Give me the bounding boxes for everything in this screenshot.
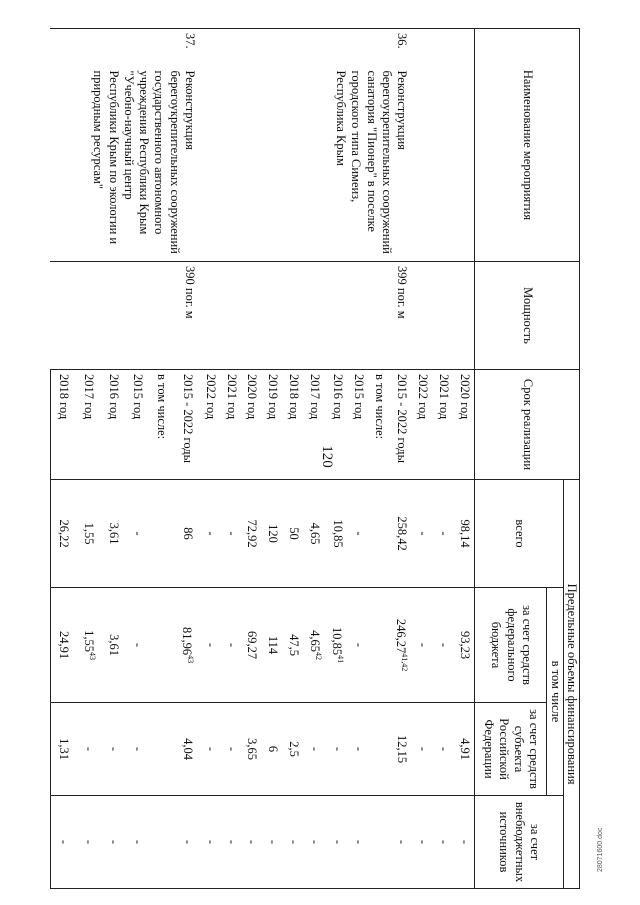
row-number: 36. — [200, 29, 412, 67]
extra-cell — [221, 796, 242, 889]
federal-cell — [390, 588, 412, 703]
regional-cell — [150, 703, 174, 796]
regional-cell-text: 3,65 — [245, 738, 260, 760]
federal-cell — [174, 588, 200, 703]
regional-cell-text: 1,31 — [56, 738, 71, 760]
regional-cell-text: - — [330, 746, 345, 752]
regional-cell — [348, 703, 369, 796]
period-cell-text: 2018 год — [286, 374, 301, 420]
table-row — [454, 29, 475, 889]
period-cell-text: 2019 год — [266, 374, 281, 420]
total-cell-text: 4,65 — [308, 522, 323, 545]
federal-cell-text: - — [416, 642, 431, 648]
funding-table — [50, 28, 580, 889]
total-cell — [150, 480, 174, 588]
total-cell — [102, 480, 126, 588]
regional-cell — [454, 703, 475, 796]
period-cell — [412, 370, 433, 480]
header-capacity: Мощность — [475, 262, 580, 370]
period-cell-text: 2020 год — [245, 374, 260, 420]
period-cell-text: 2022 год — [203, 374, 218, 420]
total-cell-text: 50 — [286, 527, 301, 540]
federal-cell-text: 246,27 — [393, 618, 408, 654]
total-cell-text: - — [416, 531, 431, 536]
regional-cell — [262, 703, 283, 796]
period-cell-text: 2018 год — [56, 374, 71, 420]
extra-cell — [102, 796, 126, 889]
extra-cell — [126, 796, 150, 889]
regional-cell — [412, 703, 433, 796]
period-cell-text: 2015 год — [352, 374, 367, 420]
total-cell-text: 1,55 — [82, 522, 97, 545]
regional-cell — [326, 703, 348, 796]
header-federal: за счет средств федерального бюджета — [475, 588, 547, 703]
footnote-mark: 43 — [186, 655, 196, 664]
total-cell — [174, 480, 200, 588]
period-cell — [221, 370, 242, 480]
extra-cell-text: - — [416, 839, 431, 845]
table-body — [51, 29, 476, 889]
regional-cell — [102, 703, 126, 796]
federal-cell-text: 4,65 — [307, 630, 322, 652]
period-cell — [283, 370, 304, 480]
total-cell — [200, 480, 221, 588]
extra-cell — [412, 796, 433, 889]
period-cell-text: 2015 - 2022 годы — [180, 374, 195, 464]
extra-cell-text: - — [82, 839, 97, 845]
extra-cell-text: - — [107, 839, 122, 845]
header-incl: в том числе — [547, 588, 563, 796]
regional-cell-text: - — [131, 746, 146, 752]
total-cell-text: - — [352, 531, 367, 536]
period-cell — [348, 370, 369, 480]
federal-cell — [348, 588, 369, 703]
federal-cell-text: - — [203, 642, 218, 648]
footnote-mark: 41,42 — [400, 653, 410, 672]
federal-cell-text: 10,85 — [330, 626, 345, 656]
regional-cell — [283, 703, 304, 796]
period-cell — [390, 370, 412, 480]
total-cell — [241, 480, 262, 588]
regional-cell-text: 6 — [266, 745, 281, 753]
total-cell — [76, 480, 102, 588]
federal-cell — [102, 588, 126, 703]
row-number — [412, 29, 475, 67]
capacity-value: 390 пог. м — [51, 262, 200, 370]
regional-cell-text: - — [107, 746, 122, 752]
period-cell-text: 2015 год — [131, 374, 146, 420]
total-cell — [369, 480, 390, 588]
extra-cell — [433, 796, 454, 889]
extra-cell — [200, 796, 221, 889]
period-cell — [433, 370, 454, 480]
total-cell — [51, 480, 76, 588]
extra-cell-text: - — [436, 839, 451, 845]
total-cell-text: 3,61 — [107, 522, 122, 545]
extra-cell — [390, 796, 412, 889]
regional-cell — [126, 703, 150, 796]
period-cell-text: 2015 - 2022 годы — [394, 374, 409, 464]
extra-cell — [262, 796, 283, 889]
total-cell-text: 86 — [180, 527, 195, 540]
regional-cell — [241, 703, 262, 796]
period-cell — [76, 370, 102, 480]
regional-cell — [433, 703, 454, 796]
extra-cell — [150, 796, 174, 889]
total-cell-text: 98,14 — [457, 519, 472, 548]
measure-name: Реконструкция берегоукрепительных сооружений государственного автономного учреждения Республики Крым "Учебно-научный центр Республики Крым по экологии и природным ресурсам" — [51, 67, 200, 262]
total-cell — [262, 480, 283, 588]
total-cell — [390, 480, 412, 588]
period-cell-text: 2022 год — [416, 374, 431, 420]
extra-cell — [326, 796, 348, 889]
extra-cell-text: - — [131, 839, 146, 845]
extra-cell — [304, 796, 326, 889]
regional-cell — [369, 703, 390, 796]
extra-cell — [174, 796, 200, 889]
period-cell — [454, 370, 475, 480]
total-cell-text: 120 — [266, 524, 281, 543]
capacity-value: 399 пог. м — [200, 262, 412, 370]
extra-cell-text: - — [266, 839, 281, 845]
extra-cell-text: - — [308, 839, 323, 845]
federal-cell — [221, 588, 242, 703]
header-period: Срок реализации — [475, 370, 580, 480]
extra-cell — [348, 796, 369, 889]
page-number: 120 — [318, 445, 335, 468]
federal-cell — [51, 588, 76, 703]
regional-cell-text: - — [436, 746, 451, 752]
extra-cell — [76, 796, 102, 889]
extra-cell-text: - — [457, 839, 472, 845]
regional-cell-text: - — [224, 746, 239, 752]
federal-cell — [262, 588, 283, 703]
federal-cell-text: 24,91 — [56, 630, 71, 660]
period-cell — [241, 370, 262, 480]
extra-cell-text: - — [245, 839, 260, 845]
extra-cell-text: - — [180, 839, 195, 845]
regional-cell-text: - — [352, 746, 367, 752]
total-cell — [126, 480, 150, 588]
federal-cell-text: 3,61 — [107, 634, 122, 656]
federal-cell — [200, 588, 221, 703]
federal-cell — [241, 588, 262, 703]
regional-cell-text: 4,04 — [180, 738, 195, 760]
extra-cell — [241, 796, 262, 889]
regional-cell-text: - — [203, 746, 218, 752]
regional-cell-text: 2,5 — [286, 741, 301, 757]
measure-name — [412, 67, 475, 262]
extra-cell-text: - — [352, 839, 367, 845]
period-cell — [262, 370, 283, 480]
extra-cell-text: - — [224, 839, 239, 845]
federal-cell-text: - — [436, 642, 451, 648]
federal-cell-text: 47,5 — [286, 634, 301, 656]
extra-cell — [369, 796, 390, 889]
federal-cell-text: 81,96 — [179, 626, 194, 656]
funding-table-container — [50, 28, 580, 888]
regional-cell-text: - — [82, 746, 97, 752]
measure-name: Реконструкция берегоукрепительных сооружений санатория "Пионер" в поселке городского типа Симеиз, Республика Крым — [200, 67, 412, 262]
period-cell — [369, 370, 390, 480]
total-cell — [454, 480, 475, 588]
federal-cell — [326, 588, 348, 703]
period-cell-text: 2016 год — [107, 374, 122, 420]
period-cell — [126, 370, 150, 480]
regional-cell — [51, 703, 76, 796]
extra-cell-text: - — [394, 839, 409, 845]
period-cell — [51, 370, 76, 480]
period-cell — [304, 370, 326, 480]
federal-cell — [150, 588, 174, 703]
extra-cell — [51, 796, 76, 889]
federal-cell — [126, 588, 150, 703]
total-cell-text: 258,42 — [394, 516, 409, 551]
period-cell — [150, 370, 174, 480]
federal-cell-text: - — [131, 642, 146, 648]
capacity-value — [412, 262, 475, 370]
federal-cell — [76, 588, 102, 703]
federal-cell-text: 93,23 — [457, 630, 472, 660]
total-cell-text: 72,92 — [245, 519, 260, 548]
total-cell-text: - — [203, 531, 218, 536]
period-cell — [200, 370, 221, 480]
row-number: 37. — [51, 29, 200, 67]
header-total: всего — [475, 480, 563, 588]
total-cell-text: - — [436, 531, 451, 536]
period-cell-text: 2017 год — [82, 374, 97, 420]
regional-cell-text: 4,91 — [457, 738, 472, 760]
regional-cell — [390, 703, 412, 796]
period-cell-text: в том числе: — [373, 374, 388, 440]
federal-cell-text: 114 — [266, 635, 281, 655]
regional-cell-text: 12,15 — [394, 734, 409, 764]
regional-cell-text: - — [308, 746, 323, 752]
period-cell — [326, 370, 348, 480]
period-cell-text: 2017 год — [308, 374, 323, 420]
extra-cell-text: - — [56, 839, 71, 845]
federal-cell — [454, 588, 475, 703]
table-row — [390, 29, 412, 889]
period-cell — [174, 370, 200, 480]
period-cell-text: 2020 год — [457, 374, 472, 420]
total-cell-text: - — [224, 531, 239, 536]
federal-cell — [433, 588, 454, 703]
total-cell-text: - — [131, 531, 146, 536]
regional-cell — [200, 703, 221, 796]
total-cell — [221, 480, 242, 588]
file-footer: 28071600.doc — [597, 827, 604, 872]
total-cell — [304, 480, 326, 588]
total-cell — [412, 480, 433, 588]
federal-cell-text: - — [224, 642, 239, 648]
period-cell-text: в том числе: — [155, 374, 170, 440]
total-cell — [433, 480, 454, 588]
period-cell-text: 2021 год — [436, 374, 451, 420]
period-cell-text: 2016 год — [330, 374, 345, 420]
regional-cell — [221, 703, 242, 796]
period-cell — [102, 370, 126, 480]
regional-cell — [174, 703, 200, 796]
federal-cell-text: - — [352, 642, 367, 648]
extra-cell-text: - — [286, 839, 301, 845]
federal-cell-text: 1,55 — [81, 630, 96, 652]
total-cell — [326, 480, 348, 588]
header-extra: за счет внебюджетных источников — [475, 796, 563, 889]
extra-cell — [454, 796, 475, 889]
federal-cell — [283, 588, 304, 703]
total-cell — [283, 480, 304, 588]
federal-cell-text: 69,27 — [245, 630, 260, 660]
footnote-mark: 41 — [336, 655, 346, 664]
header-regional: за счет средств субъекта Российской Федерации — [475, 703, 547, 796]
period-cell-text: 2021 год — [224, 374, 239, 420]
header-funding-title: Предельные объемы финансирования — [563, 480, 579, 889]
federal-cell — [412, 588, 433, 703]
federal-cell — [369, 588, 390, 703]
footnote-mark: 42 — [314, 651, 323, 660]
table-row — [174, 29, 200, 889]
regional-cell-text: - — [416, 746, 431, 752]
federal-cell — [304, 588, 326, 703]
extra-cell — [283, 796, 304, 889]
footnote-mark: 43 — [87, 651, 97, 660]
header-name: Наименование мероприятия — [475, 29, 580, 262]
extra-cell-text: - — [330, 839, 345, 845]
total-cell-text: 26,22 — [56, 519, 71, 548]
extra-cell-text: - — [203, 839, 218, 845]
regional-cell — [76, 703, 102, 796]
total-cell-text: 10,85 — [330, 519, 345, 548]
total-cell — [348, 480, 369, 588]
regional-cell — [304, 703, 326, 796]
